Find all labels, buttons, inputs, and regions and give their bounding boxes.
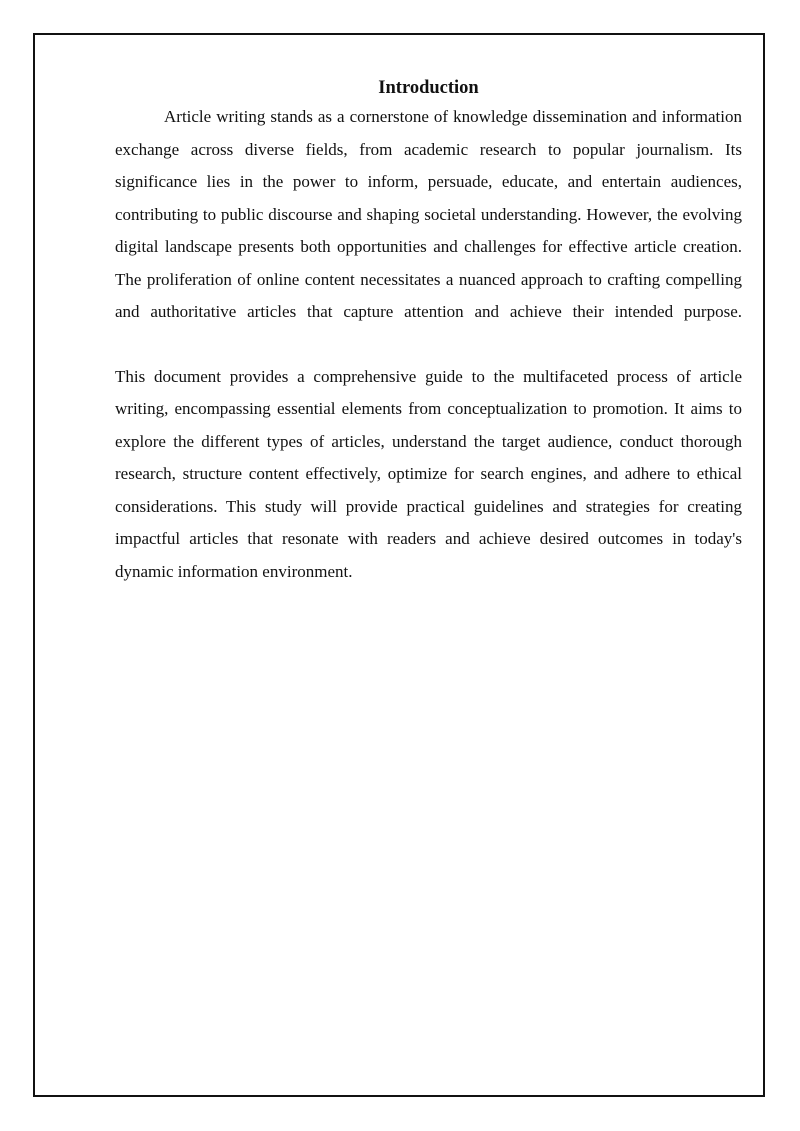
paragraph-scope: This document provides a comprehensive guide to the multifaceted process of article writing, encompassing essential elements from conceptualization to promotion. It aims to explore the different types of articles, understand the target audience, conduct thorough research, structure content effectively, optimize for search engines, and adhere to ethical considerations. This study will provide practical guidelines and strategies for creating impactful articles that resonate with readers and achieve desired outcomes in today's dynamic information environment.: [115, 366, 742, 581]
paragraph-introduction: Article writing stands as a cornerstone of knowledge dissemination and information exchange across diverse fields, from academic research to popular journalism. Its significance lies in the power to inform, persuade, educate, and entertain audiences, contributing to public discourse and shaping societal understanding. However, the evolving digital landscape presents both opportunities and challenges for effective article creation. The proliferation of online content necessitates a nuanced approach to crafting compelling and authoritative articles that capture attention and achieve their intended purpose.: [115, 107, 742, 321]
document-body: [115, 76, 742, 588]
document-heading: Introduction: [378, 78, 479, 98]
